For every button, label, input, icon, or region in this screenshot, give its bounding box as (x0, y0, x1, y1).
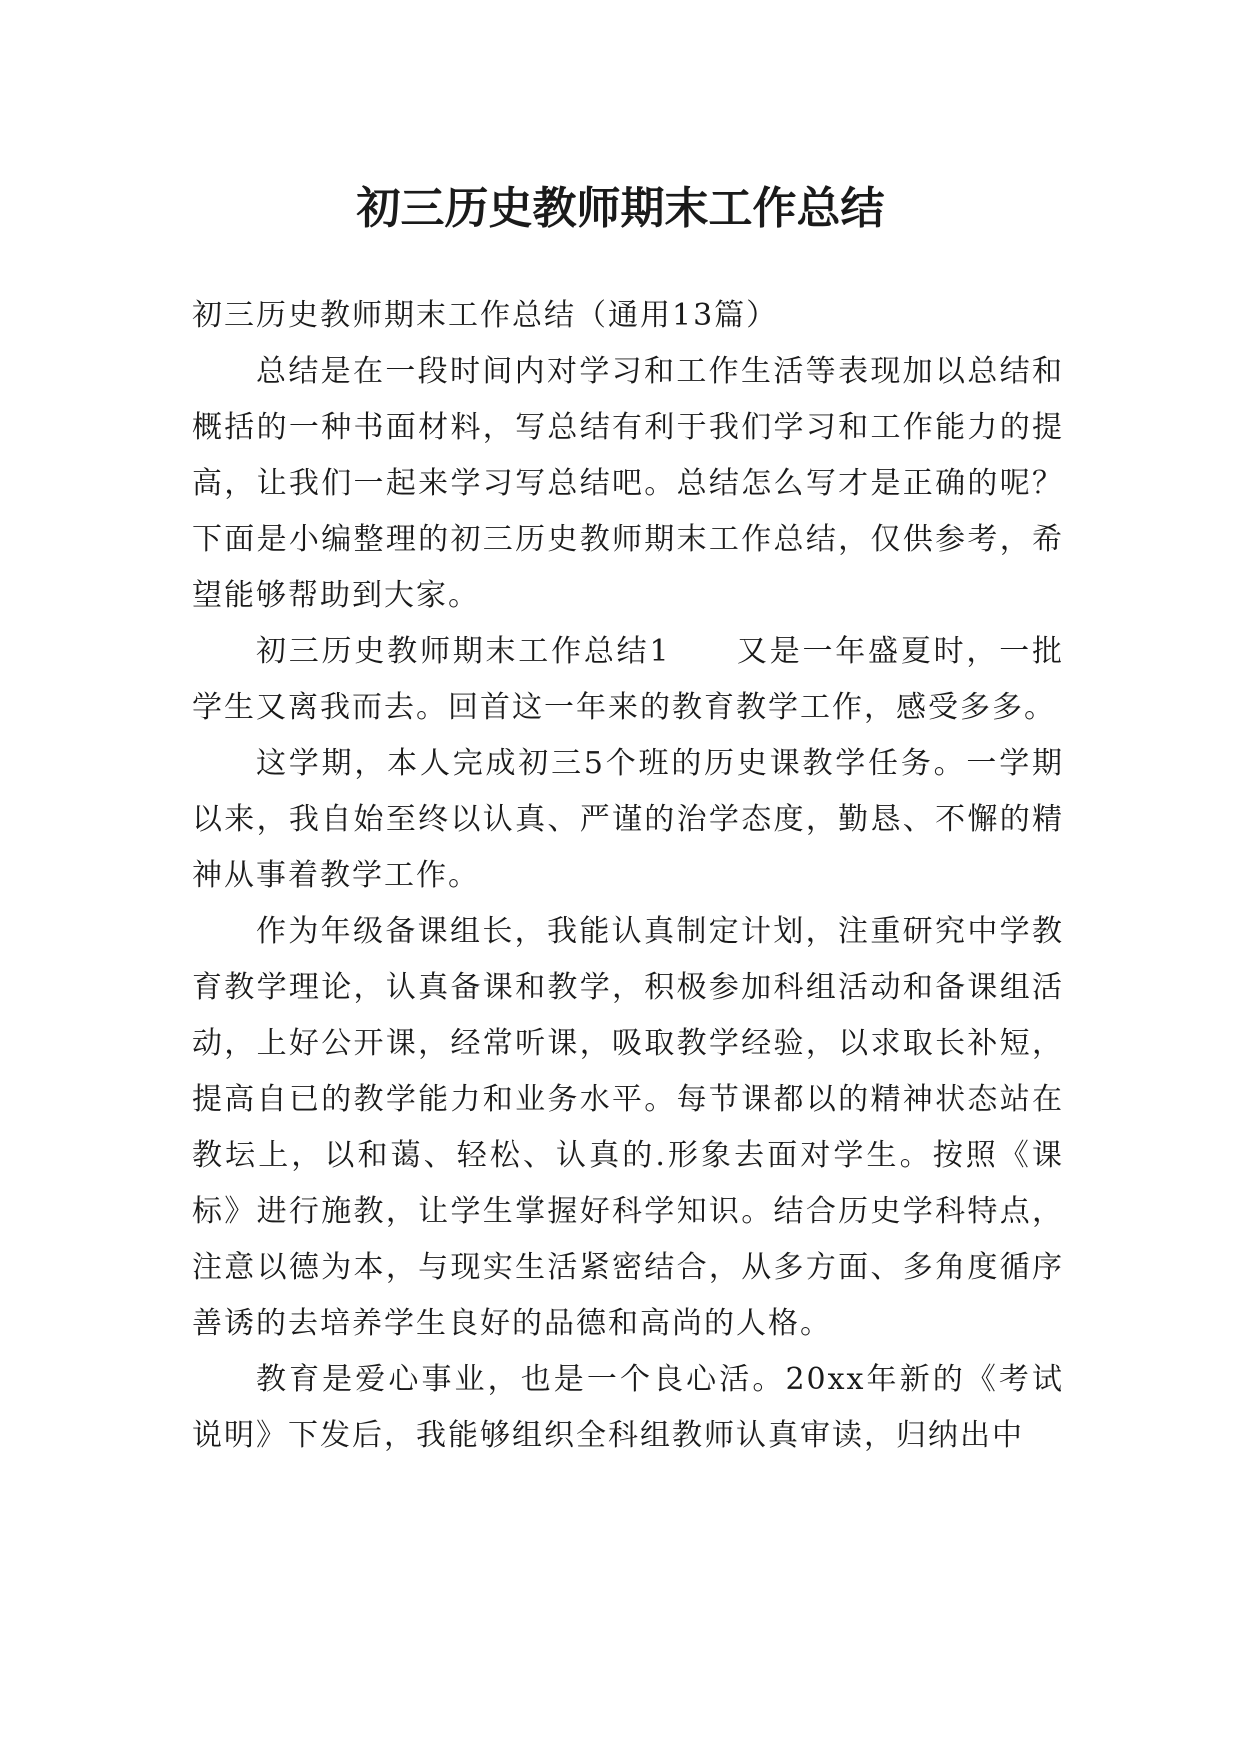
lesson-prep-paragraph: 作为年级备课组长，我能认真制定计划，注重研究中学教育教学理论，认真备课和教学，积极参加科组活动和备课组活动，上好公开课，经常听课，吸取教学经验，以求取长补短，提高自已的教学能力和业务水平。每节课都以的精神状态站在教坛上，以和蔼、轻松、认真的.形象去面对学生。按照《课标》进行施教，让学生掌握好科学知识。结合历史学科特点，注意以德为本，与现实生活紧密结合，从多方面、多角度循序善诱的去培养学生良好的品德和高尚的人格。 (192, 914, 1064, 1341)
teaching-task-paragraph: 这学期，本人完成初三5个班的历史课教学任务。一学期以来，我自始至终以认真、严谨的治学态度，勤恳、不懈的精神从事着教学工作。 (192, 746, 1064, 893)
section-1-opening-paragraph: 初三历史教师期末工作总结1 又是一年盛夏时，一批学生又离我而去。回首这一年来的教育教学工作，感受多多。 (192, 634, 1064, 725)
intro-paragraph: 总结是在一段时间内对学习和工作生活等表现加以总结和概括的一种书面材料，写总结有利于我们学习和工作能力的提高，让我们一起来学习写总结吧。总结怎么写才是正确的呢？下面是小编整理的初三历史教师期末工作总结，仅供参考，希望能够帮助到大家。 (192, 354, 1064, 613)
document-title: 初三历史教师期末工作总结 (356, 183, 885, 235)
exam-guide-paragraph: 教育是爱心事业，也是一个良心活。20xx年新的《考试说明》下发后，我能够组织全科组教师认真审读，归纳出中 (192, 1362, 1064, 1453)
document-subtitle: 初三历史教师期末工作总结（通用13篇） (192, 298, 779, 333)
document-body (192, 288, 1064, 1464)
